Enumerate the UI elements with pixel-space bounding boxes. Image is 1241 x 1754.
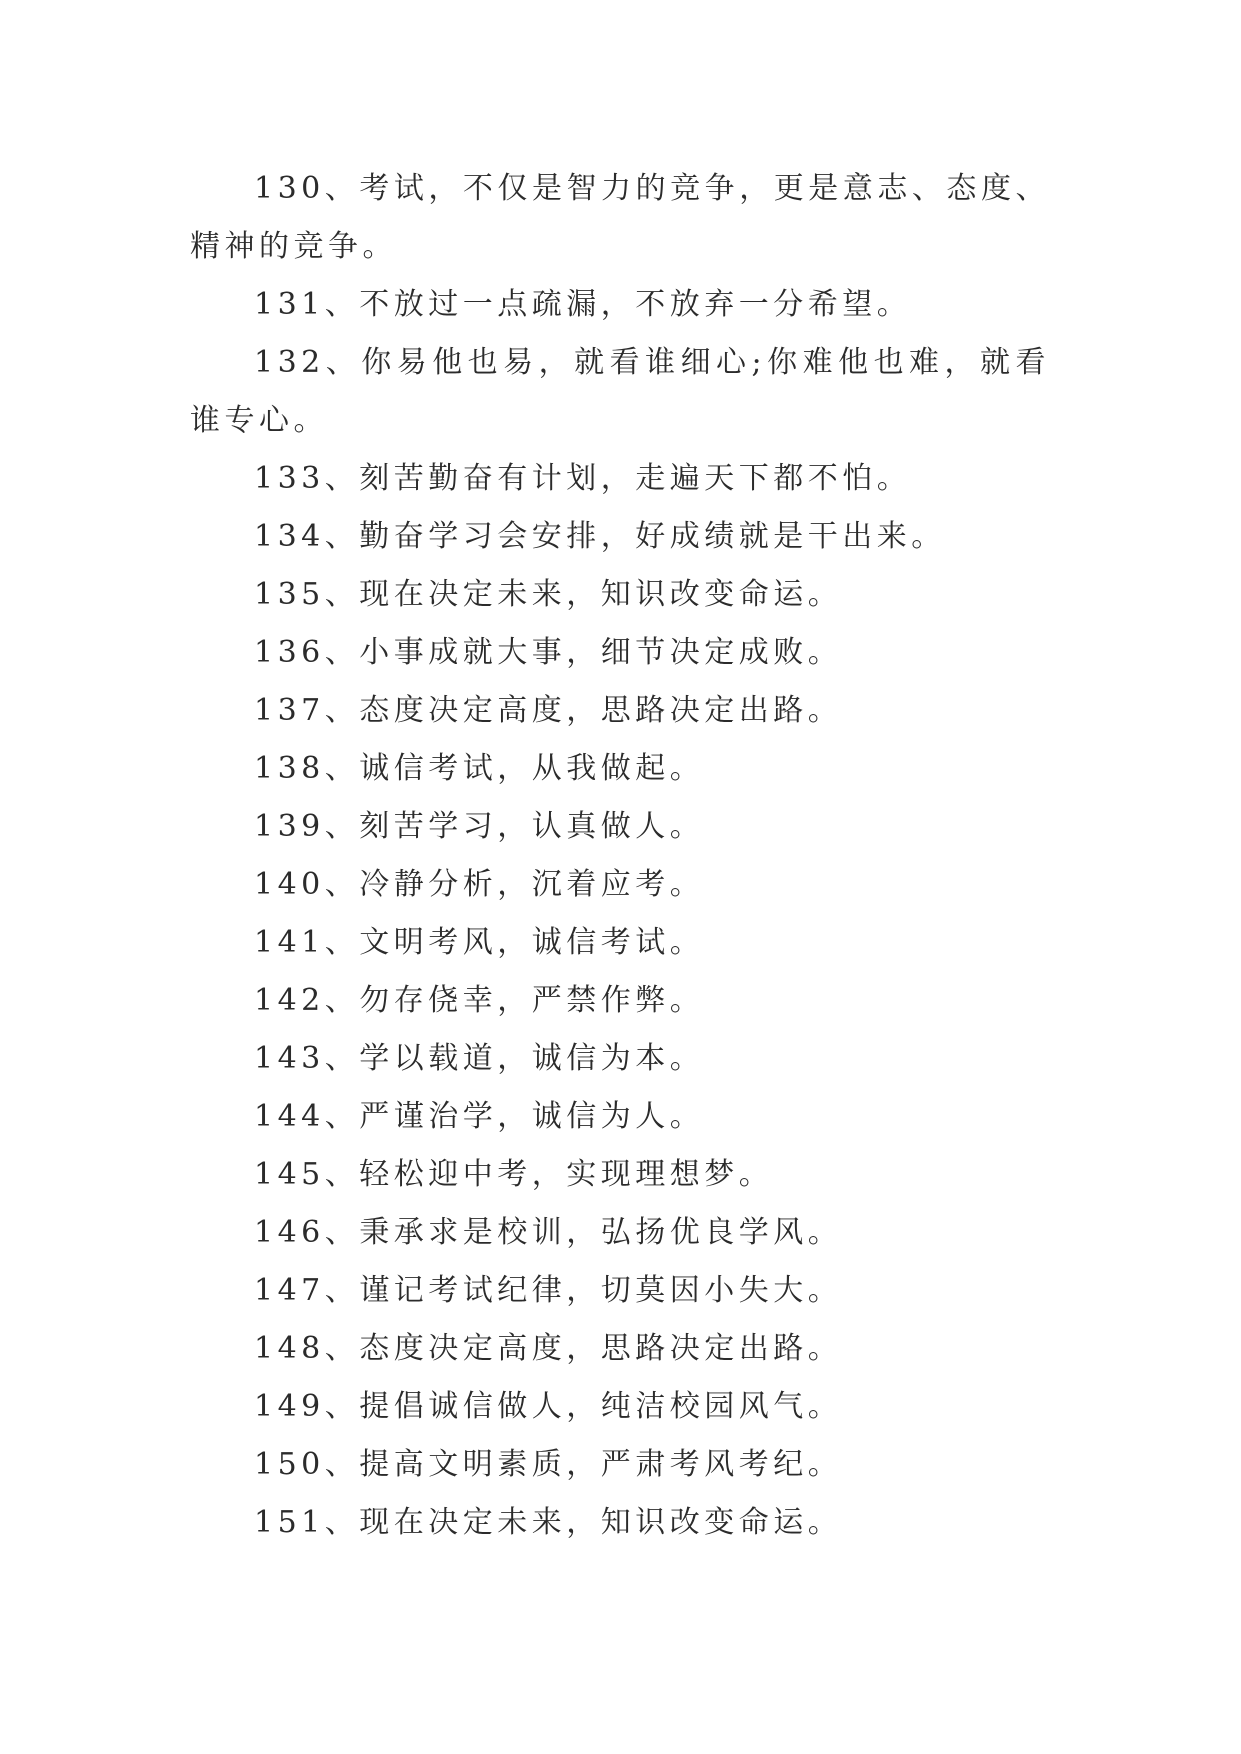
paragraph-150: 150、提高文明素质，严肃考风考纪。	[254, 1447, 843, 1482]
paragraph-135: 135、现在决定未来，知识改变命运。	[254, 577, 843, 612]
paragraph-144: 144、严谨治学，诚信为人。	[254, 1099, 705, 1134]
paragraph-146: 146、秉承求是校训，弘扬优良学风。	[254, 1215, 843, 1250]
paragraph-134: 134、勤奋学习会安排，好成绩就是干出来。	[254, 519, 946, 554]
paragraph-151: 151、现在决定未来，知识改变命运。	[254, 1505, 843, 1540]
paragraph-143: 143、学以载道，诚信为本。	[254, 1041, 705, 1076]
paragraph-136: 136、小事成就大事，细节决定成败。	[254, 635, 843, 670]
paragraph-137: 137、态度决定高度，思路决定出路。	[254, 693, 843, 728]
paragraph-133: 133、刻苦勤奋有计划，走遍天下都不怕。	[254, 461, 912, 496]
paragraph-145: 145、轻松迎中考，实现理想梦。	[254, 1157, 774, 1192]
paragraph-149: 149、提倡诚信做人，纯洁校园风气。	[254, 1389, 843, 1424]
document-body	[190, 160, 1050, 1552]
paragraph-130: 130、考试，不仅是智力的竞争，更是意志、态度、精神的竞争。	[190, 171, 1050, 264]
paragraph-140: 140、冷静分析，沉着应考。	[254, 867, 705, 902]
paragraph-147: 147、谨记考试纪律，切莫因小失大。	[254, 1273, 843, 1308]
paragraph-138: 138、诚信考试，从我做起。	[254, 751, 705, 786]
paragraph-141: 141、文明考风，诚信考试。	[254, 925, 705, 960]
paragraph-139: 139、刻苦学习，认真做人。	[254, 809, 705, 844]
paragraph-132: 132、你易他也易，就看谁细心;你难他也难，就看谁专心。	[190, 345, 1050, 438]
paragraph-142: 142、勿存侥幸，严禁作弊。	[254, 983, 705, 1018]
paragraph-148: 148、态度决定高度，思路决定出路。	[254, 1331, 843, 1366]
paragraph-131: 131、不放过一点疏漏，不放弃一分希望。	[254, 287, 912, 322]
